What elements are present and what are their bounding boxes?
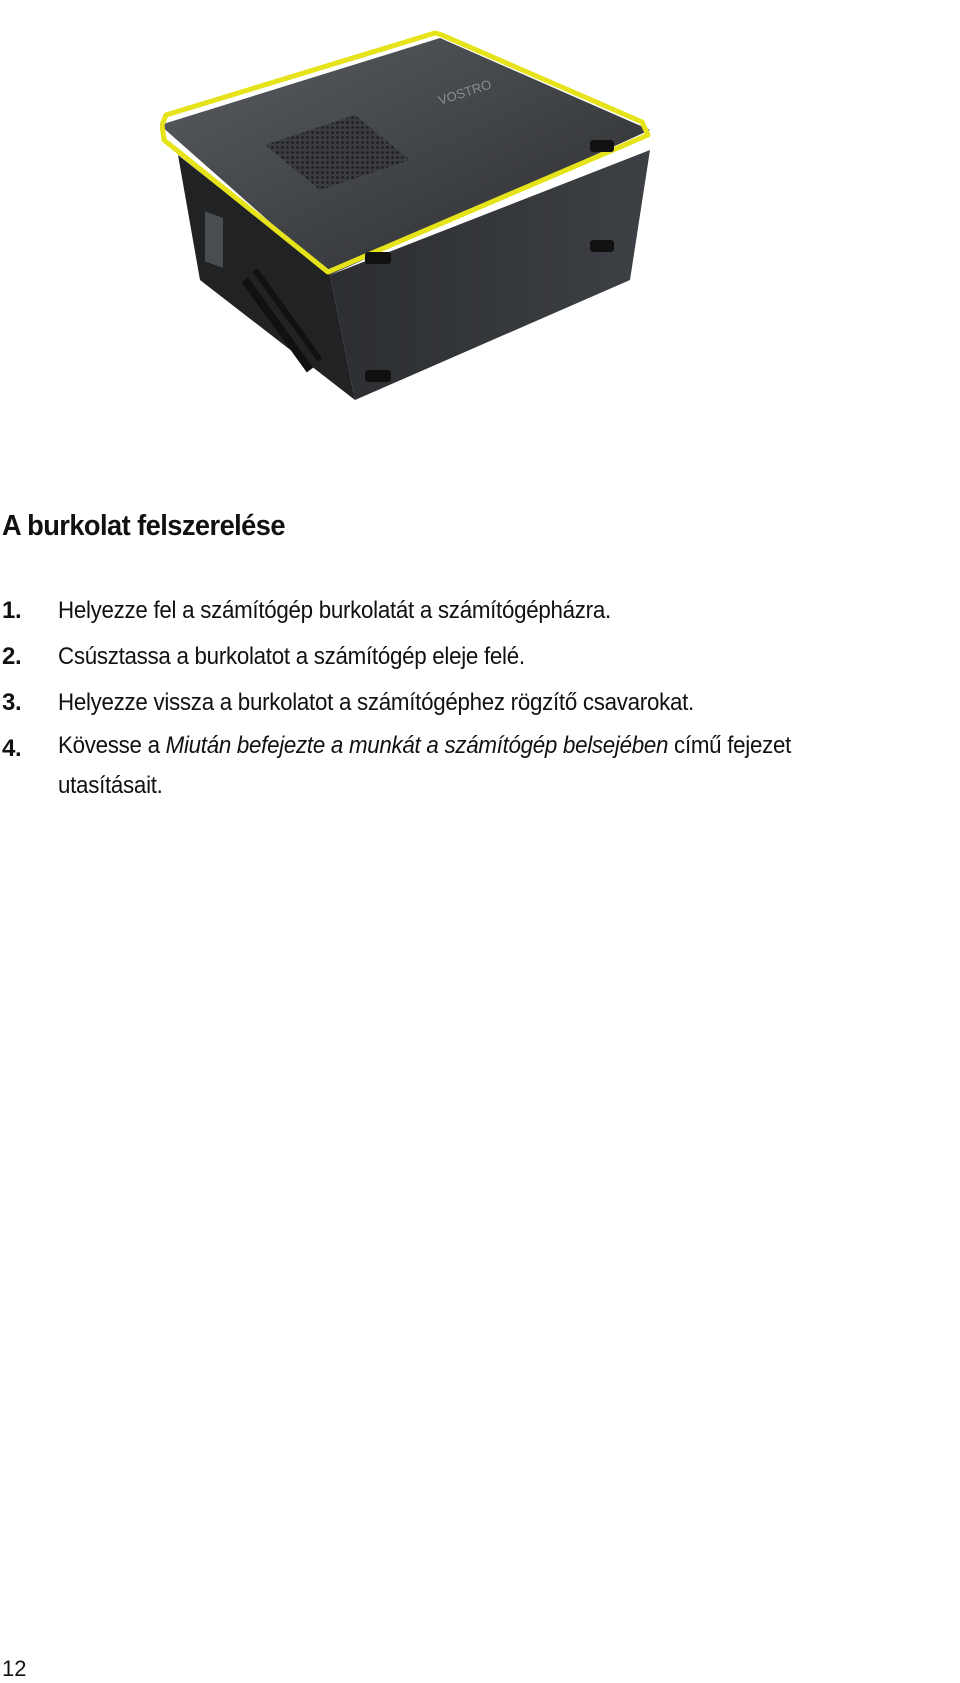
step-item <box>2 726 960 809</box>
chapter-reference-link[interactable]: Miután befejezte a munkát a számítógép belsejében <box>165 732 669 759</box>
step-number: 3. <box>2 689 22 716</box>
step-number: 4. <box>2 735 22 762</box>
step-text: Helyezze fel a számítógép burkolatát a számítógépházra. <box>58 597 611 624</box>
section-title: A burkolat felszerelése <box>2 510 285 542</box>
step-text-before: Kövesse a <box>58 732 166 759</box>
step-number: 2. <box>2 643 22 670</box>
brand-label: VOSTRO <box>436 76 494 108</box>
step-text: Helyezze vissza a burkolatot a számítógéphez rögzítő csavarokat. <box>58 689 694 716</box>
step-text: Csúsztassa a burkolatot a számítógép eleje felé. <box>58 643 525 670</box>
steps-list <box>2 588 960 809</box>
step-text-after: című fejezet <box>668 732 792 759</box>
step-item <box>2 680 960 726</box>
computer-chassis-image <box>160 30 720 435</box>
step-item <box>2 588 960 634</box>
step-text <box>58 726 791 806</box>
computer-cover-illustration <box>160 30 720 435</box>
page-number: 12 <box>2 1656 27 1681</box>
step-number: 1. <box>2 597 22 624</box>
step-item <box>2 634 960 680</box>
step-text-line2: utasításait. <box>58 772 163 799</box>
